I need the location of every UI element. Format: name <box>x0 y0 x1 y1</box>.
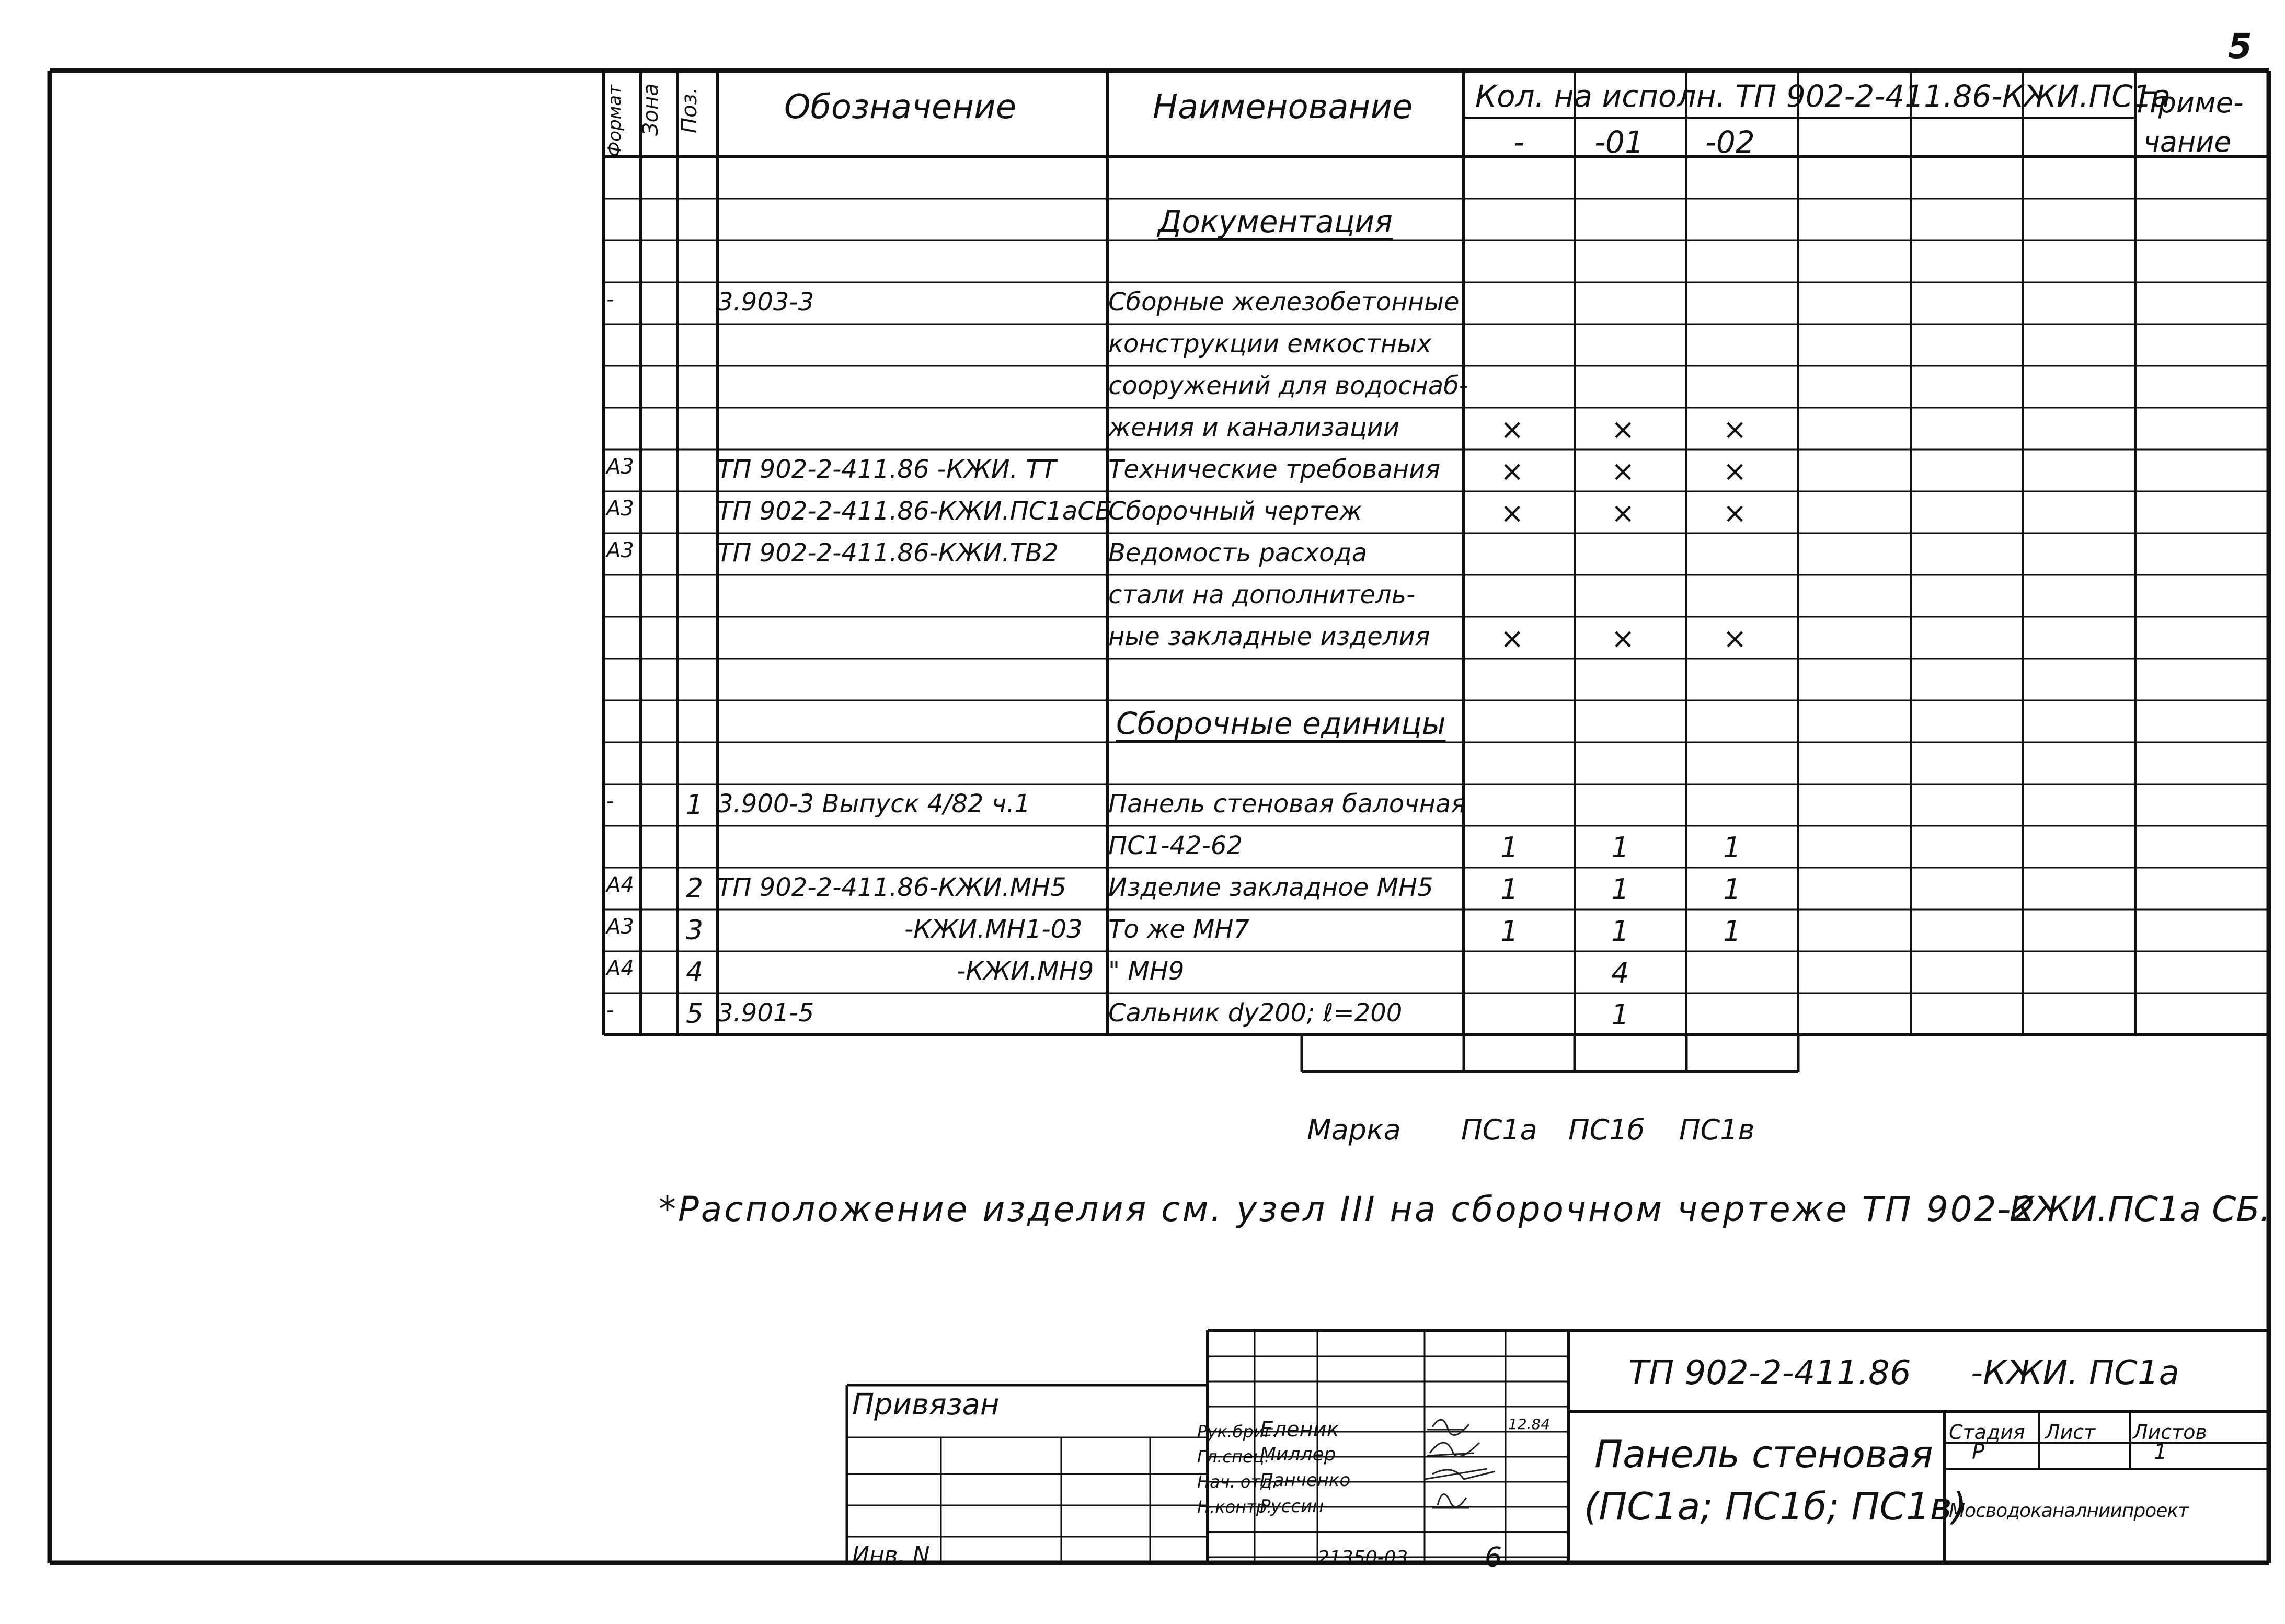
row-qty-variant-2: 1 <box>1611 831 1629 864</box>
row-format: А3 <box>606 455 634 479</box>
row-format: А4 <box>606 873 634 897</box>
row-name: ные закладные изделия <box>1108 622 1430 651</box>
row-qty-variant-2: 1 <box>1611 915 1629 948</box>
person-3: Панченко <box>1260 1470 1351 1491</box>
header-variant-1: - <box>1513 124 1524 160</box>
row-name: стали на дополнитель- <box>1108 580 1416 609</box>
row-position: 5 <box>686 998 704 1030</box>
row-position: 1 <box>686 789 704 821</box>
row-designation: ТП 902-2-411.86-КЖИ.МН5 <box>717 873 1066 902</box>
row-designation: 3.903-3 <box>717 287 814 317</box>
row-designation: ТП 902-2-411.86-КЖИ.ТВ2 <box>717 538 1059 568</box>
header-designation: Обозначение <box>784 88 1017 126</box>
title-line-1: Панель стеновая <box>1594 1432 1933 1476</box>
bottom-stamp: 21350-03 <box>1317 1547 1408 1569</box>
role-1: Рук.бриг. <box>1197 1422 1279 1442</box>
row-name: Сборочный чертеж <box>1108 497 1362 526</box>
row-qty-variant-2: × <box>1611 497 1635 529</box>
row-position: 2 <box>686 873 704 904</box>
footnote-right: -КЖИ.ПС1а СБ. <box>1997 1189 2271 1229</box>
marka-label: Марка <box>1307 1113 1401 1146</box>
row-qty-variant-3: × <box>1723 413 1747 446</box>
row-position: 3 <box>686 915 704 946</box>
marka-value-1: ПС1а <box>1461 1113 1537 1146</box>
row-name: сооружений для водоснаб- <box>1108 371 1468 400</box>
row-name: Сальник dy200; ℓ=200 <box>1108 998 1403 1028</box>
organization: Мосводоканалниипроект <box>1949 1500 2189 1522</box>
row-name: жения и канализации <box>1108 413 1400 442</box>
role-3: Нач. отд. <box>1197 1472 1278 1492</box>
row-qty-variant-1: 1 <box>1500 831 1519 864</box>
row-qty-variant-2: × <box>1611 455 1635 488</box>
marka-value-2: ПС1б <box>1568 1113 1645 1146</box>
privyazan-label: Привязан <box>852 1388 1000 1422</box>
row-designation: ТП 902-2-411.86-КЖИ.ПС1аСБ <box>717 497 1112 526</box>
row-name: ПС1-42-62 <box>1108 831 1243 860</box>
footnote: *Расположение изделия см. узел III на сборочном чертеже ТП 902-2 <box>659 1189 2037 1229</box>
role-2: Гл.спец. <box>1197 1447 1270 1467</box>
row-name: Изделие закладное МН5 <box>1108 873 1433 902</box>
header-note-1: Приме- <box>2137 86 2244 119</box>
header-variant-3: -02 <box>1705 124 1755 160</box>
row-qty-variant-3: × <box>1723 622 1747 655</box>
section-heading: Сборочные единицы <box>1116 706 1446 741</box>
stage-value: Р <box>1972 1440 1985 1464</box>
marka-value-3: ПС1в <box>1679 1113 1755 1146</box>
header-format: Формат <box>604 85 625 157</box>
page-number: 5 <box>2228 26 2252 66</box>
row-qty-variant-2: × <box>1611 622 1635 655</box>
person-1: Еленик <box>1260 1418 1339 1442</box>
row-qty-variant-3: × <box>1723 497 1747 529</box>
sheet-label: Лист <box>2045 1421 2096 1444</box>
row-name: Технические требования <box>1108 455 1441 484</box>
person-2: Миллер <box>1260 1444 1336 1465</box>
title-line-2: (ПС1а; ПС1б; ПС1в) <box>1584 1484 1967 1528</box>
row-name: То же МН7 <box>1108 915 1250 944</box>
person-4: Руссин <box>1260 1496 1324 1517</box>
row-qty-variant-1: × <box>1500 455 1524 488</box>
row-qty-variant-2: 1 <box>1611 998 1629 1031</box>
row-format: - <box>606 287 614 312</box>
row-designation: 3.901-5 <box>717 998 814 1028</box>
row-qty-variant-3: 1 <box>1723 915 1741 948</box>
header-variant-2: -01 <box>1594 124 1644 160</box>
row-qty-variant-3: × <box>1723 455 1747 488</box>
row-qty-variant-1: 1 <box>1500 873 1519 906</box>
row-qty-variant-1: × <box>1500 497 1524 529</box>
row-qty-variant-1: × <box>1500 622 1524 655</box>
row-qty-variant-2: 4 <box>1611 957 1629 989</box>
row-format: А3 <box>606 497 634 521</box>
row-designation: -КЖИ.МН9 <box>957 957 1094 986</box>
sheets-value: 1 <box>2154 1440 2167 1464</box>
section-heading: Документация <box>1158 204 1393 239</box>
row-qty-variant-2: 1 <box>1611 873 1629 906</box>
row-designation: ТП 902-2-411.86 -КЖИ. ТТ <box>717 455 1057 484</box>
row-name: Панель стеновая балочная <box>1108 789 1466 819</box>
row-designation: -КЖИ.МН1-03 <box>904 915 1083 944</box>
row-format: А3 <box>606 538 634 562</box>
header-name: Наименование <box>1153 88 1413 126</box>
role-4: Н.контр. <box>1197 1497 1272 1517</box>
row-qty-variant-3: 1 <box>1723 831 1741 864</box>
stage-label: Стадия <box>1949 1421 2025 1444</box>
date: 12.84 <box>1508 1415 1551 1433</box>
row-name: Сборные железобетонные <box>1108 287 1460 317</box>
inv-label: Инв. N <box>852 1542 930 1569</box>
row-qty-variant-3: 1 <box>1723 873 1741 906</box>
row-format: - <box>606 998 614 1022</box>
row-name: конструкции емкостных <box>1108 329 1432 359</box>
row-name: " МН9 <box>1108 957 1185 986</box>
row-qty-variant-2: × <box>1611 413 1635 446</box>
row-position: 4 <box>686 957 704 988</box>
doc-code-suffix: -КЖИ. ПС1а <box>1971 1354 2179 1392</box>
row-format: А4 <box>606 957 634 981</box>
bottom-page: 6 <box>1485 1542 1502 1573</box>
header-zone: Зона <box>639 83 663 136</box>
row-designation: 3.900-3 Выпуск 4/82 ч.1 <box>717 789 1030 819</box>
header-note-2: чание <box>2143 125 2232 158</box>
row-format: А3 <box>606 915 634 939</box>
header-pos: Поз. <box>678 87 702 133</box>
header-qty-title: Кол. на исполн. ТП 902-2-411.86-КЖИ.ПС1а <box>1475 78 2171 114</box>
row-qty-variant-1: × <box>1500 413 1524 446</box>
signatures <box>1422 1406 1506 1526</box>
doc-code: ТП 902-2-411.86 <box>1628 1354 1911 1392</box>
sheets-label: Листов <box>2133 1421 2207 1444</box>
row-format: - <box>606 789 614 813</box>
row-qty-variant-1: 1 <box>1500 915 1519 948</box>
row-name: Ведомость расхода <box>1108 538 1368 568</box>
